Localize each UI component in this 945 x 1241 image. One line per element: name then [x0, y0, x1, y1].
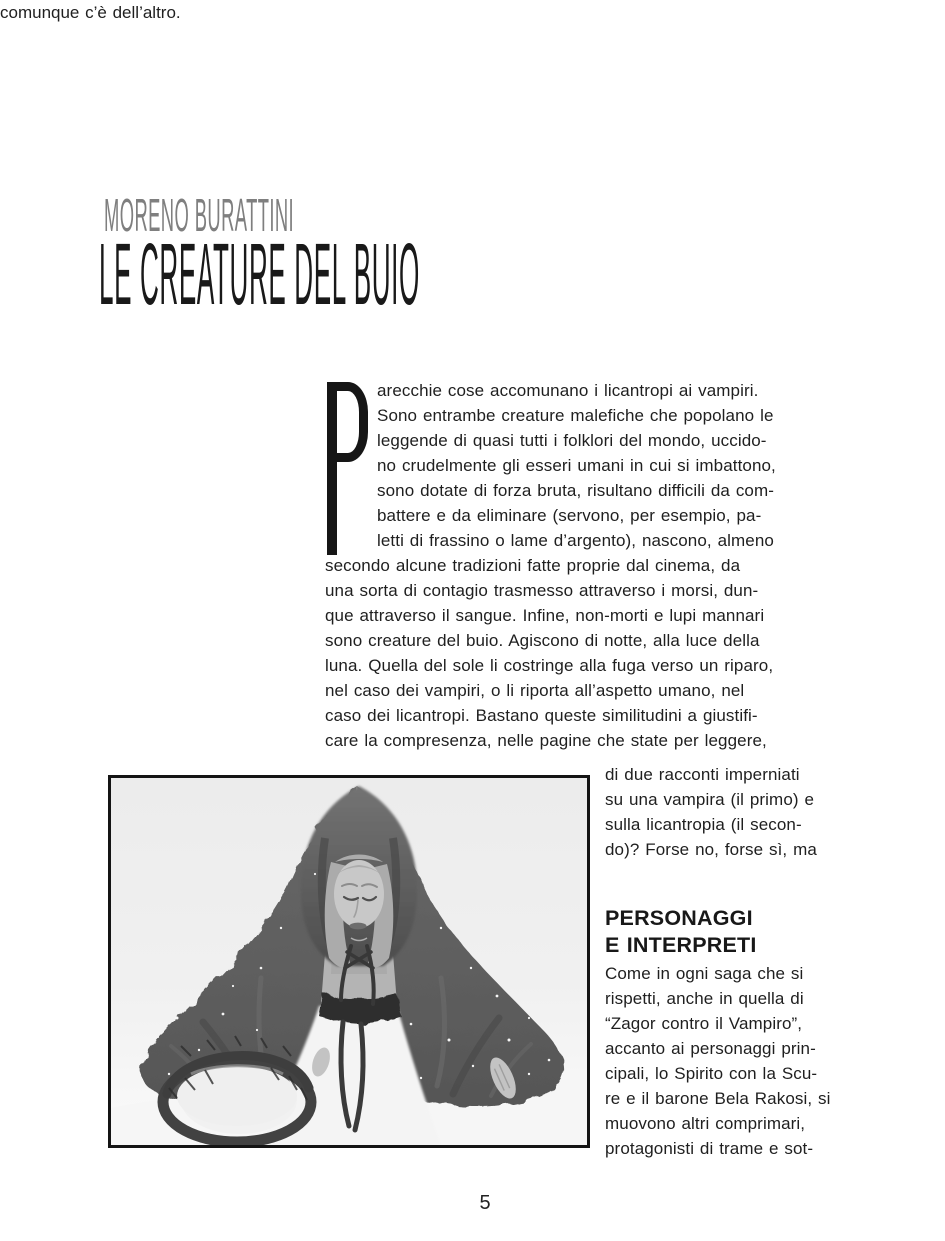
text-line: sulla licantropia (il secon-: [605, 815, 802, 834]
text-line: secondo alcune tradizioni fatte proprie dal cinema, da: [325, 556, 741, 575]
text-line: su una vampira (il primo) e: [605, 790, 815, 809]
text-line: muovono altri comprimari,: [605, 1114, 806, 1133]
text-line: “Zagor contro il Vampiro”,: [605, 1014, 803, 1033]
text-line: battere e da eliminare (servono, per esempio, pa-: [377, 506, 762, 525]
text-line: cipali, lo Spirito con la Scu-: [605, 1064, 818, 1083]
text-line: Sono entrambe creature malefiche che popolano le: [377, 406, 774, 425]
column-paragraph-last-line: comunque c’è dell’altro.: [0, 3, 181, 22]
second-paragraph: [605, 961, 862, 1161]
text-line: di due racconti imperniati: [605, 765, 800, 784]
text-line: no crudelmente gli esseri umani in cui si imbattono,: [377, 456, 776, 475]
text-line: sono dotate di forza bruta, risultano difficili da com-: [377, 481, 774, 500]
text-line: caso dei licantropi. Bastano queste similitudini a giustifi-: [325, 706, 758, 725]
text-line: care la compresenza, nelle pagine che state per leggere,: [325, 731, 767, 750]
text-line: E INTERPRETI: [605, 933, 757, 957]
text-line: re e il barone Bela Rakosi, si: [605, 1089, 831, 1108]
photo-illustration: [111, 778, 587, 1145]
text-line: arecchie cose accomunano i licantropi ai vampiri.: [377, 381, 759, 400]
text-line: PERSONAGGI: [605, 906, 753, 930]
column-paragraph-continuation: [605, 762, 862, 862]
text-line: protagonisti di trame e sot-: [605, 1139, 814, 1158]
text-line: do)? Forse no, forse sì, ma: [605, 840, 817, 859]
text-line: accanto ai personaggi prin-: [605, 1039, 816, 1058]
page-title: LE CREATURE DEL BUIO: [99, 226, 420, 323]
page-number: 5: [479, 1192, 491, 1214]
text-line: Come in ogni saga che si: [605, 964, 804, 983]
section-heading: [605, 905, 862, 959]
text-line: nel caso dei vampiri, o li riporta all’aspetto umano, nel: [325, 681, 745, 700]
opening-paragraph-indented: [325, 378, 862, 553]
text-line: sono creature del buio. Agiscono di notte, alla luce della: [325, 631, 760, 650]
text-line: rispetti, anche in quella di: [605, 989, 804, 1008]
author-name: MORENO BURATTINI: [104, 189, 295, 241]
article-photo: [108, 775, 590, 1148]
text-line: letti di frassino o lame d’argento), nascono, almeno: [377, 531, 774, 550]
text-line: que attraverso il sangue. Infine, non-morti e lupi mannari: [325, 606, 765, 625]
text-line: leggende di quasi tutti i folklori del mondo, uccido-: [377, 431, 767, 450]
text-line: una sorta di contagio trasmesso attraverso i morsi, dun-: [325, 581, 759, 600]
text-line: luna. Quella del sole li costringe alla fuga verso un riparo,: [325, 656, 774, 675]
opening-paragraph-full-width: [325, 553, 862, 753]
